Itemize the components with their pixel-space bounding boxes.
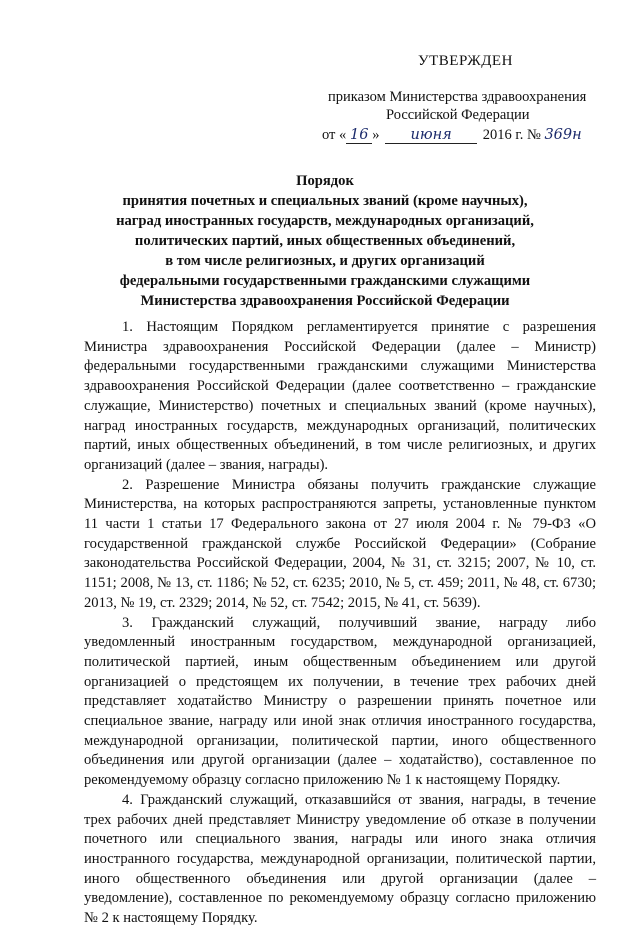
title-line: политических партий, иных общественных объединений, <box>134 233 516 249</box>
date-prefix: от « <box>322 127 347 143</box>
title-line: Министерства здравоохранения Российской Федерации <box>140 293 510 309</box>
document-body <box>84 318 596 929</box>
title-line: федеральными государственными гражданскими служащими <box>119 273 531 289</box>
title-line: Порядок <box>296 173 354 189</box>
title-line: наград иностранных государств, международных организаций, <box>116 213 534 229</box>
approval-block <box>322 52 612 144</box>
approved-heading: УТВЕРЖДЕН <box>418 53 513 69</box>
paragraph-2: 2. Разрешение Министра обязаны получить гражданские служащие Министерства, на которых распространяются запреты, установленные пунктом 11 части 1 статьи 17 Федерального закона от 27 июля 2004 г. № 79-ФЗ «О государственной гражданской службе Российской Федерации» (Собрание законодательства Российской Федерации, 2004, № 31, ст. 3215; 2007, № 10, ст. 1151; 2008, № 13, ст. 1186; № 52, ст. 6235; 2010, № 5, ст. 459; 2011, № 48, ст. 6730; 2013, № 19, ст. 2329; 2014, № 52, ст. 7542; 2015, № 41, ст. 5639). <box>84 476 596 611</box>
approval-ministry-line: Российской Федерации <box>386 107 530 123</box>
date-day-handwritten: 16 <box>346 127 372 144</box>
paragraph-4: 4. Гражданский служащий, отказавшийся от звания, награды, в течение трех рабочих дней представляет Министру уведомление об отказе в получении почетного или специального звания, награды или иного знака отличия иностранного государства, международной организации, политической партии, иного общественного объединения или другой организации (далее – уведомление), составленное по рекомендуемому образцу согласно приложению № 2 к настоящему Порядку. <box>84 791 596 927</box>
approval-order-line: приказом Министерства здравоохранения <box>328 89 587 105</box>
date-month-handwritten: июня <box>385 127 477 144</box>
order-number-handwritten: 369н <box>544 127 582 143</box>
date-year: 2016 г. № <box>482 127 541 143</box>
paragraph-1: 1. Настоящим Порядком регламентируется принятие с разрешения Министра здравоохранения Российской Федерации (далее – Министр) федеральными государственными гражданскими служащими Министерства здравоохранения Российской Федерации (далее соответственно – гражданские служащие, Министерство) почетных и специальных званий (кроме научных), наград иностранных государств, международных организаций, политических партий, иных общественных объединений, в том числе религиозных, и других организаций (далее – звания, награды). <box>84 319 596 473</box>
title-line: в том числе религиозных, и других организаций <box>165 253 485 269</box>
title-line: принятия почетных и специальных званий (кроме научных), <box>122 193 528 209</box>
approval-date-line <box>322 126 612 144</box>
date-mid: » <box>372 127 380 143</box>
document-title <box>60 171 590 311</box>
paragraph-3: 3. Гражданский служащий, получивший звание, награду либо уведомленный иностранным государством, международной организацией, политической партией, иным общественным объединением или другой организацией о предстоящем их получении, в течение трех рабочих дней представляет ходатайство Министру о разрешении принять почетное или специальное звание, награду или иной знак отличия иностранного государства, международной организации, политической партии, иного общественного объединения или другой организации (далее – ходатайство), составленное по рекомендуемому образцу согласно приложению № 1 к настоящему Порядку. <box>84 614 596 789</box>
